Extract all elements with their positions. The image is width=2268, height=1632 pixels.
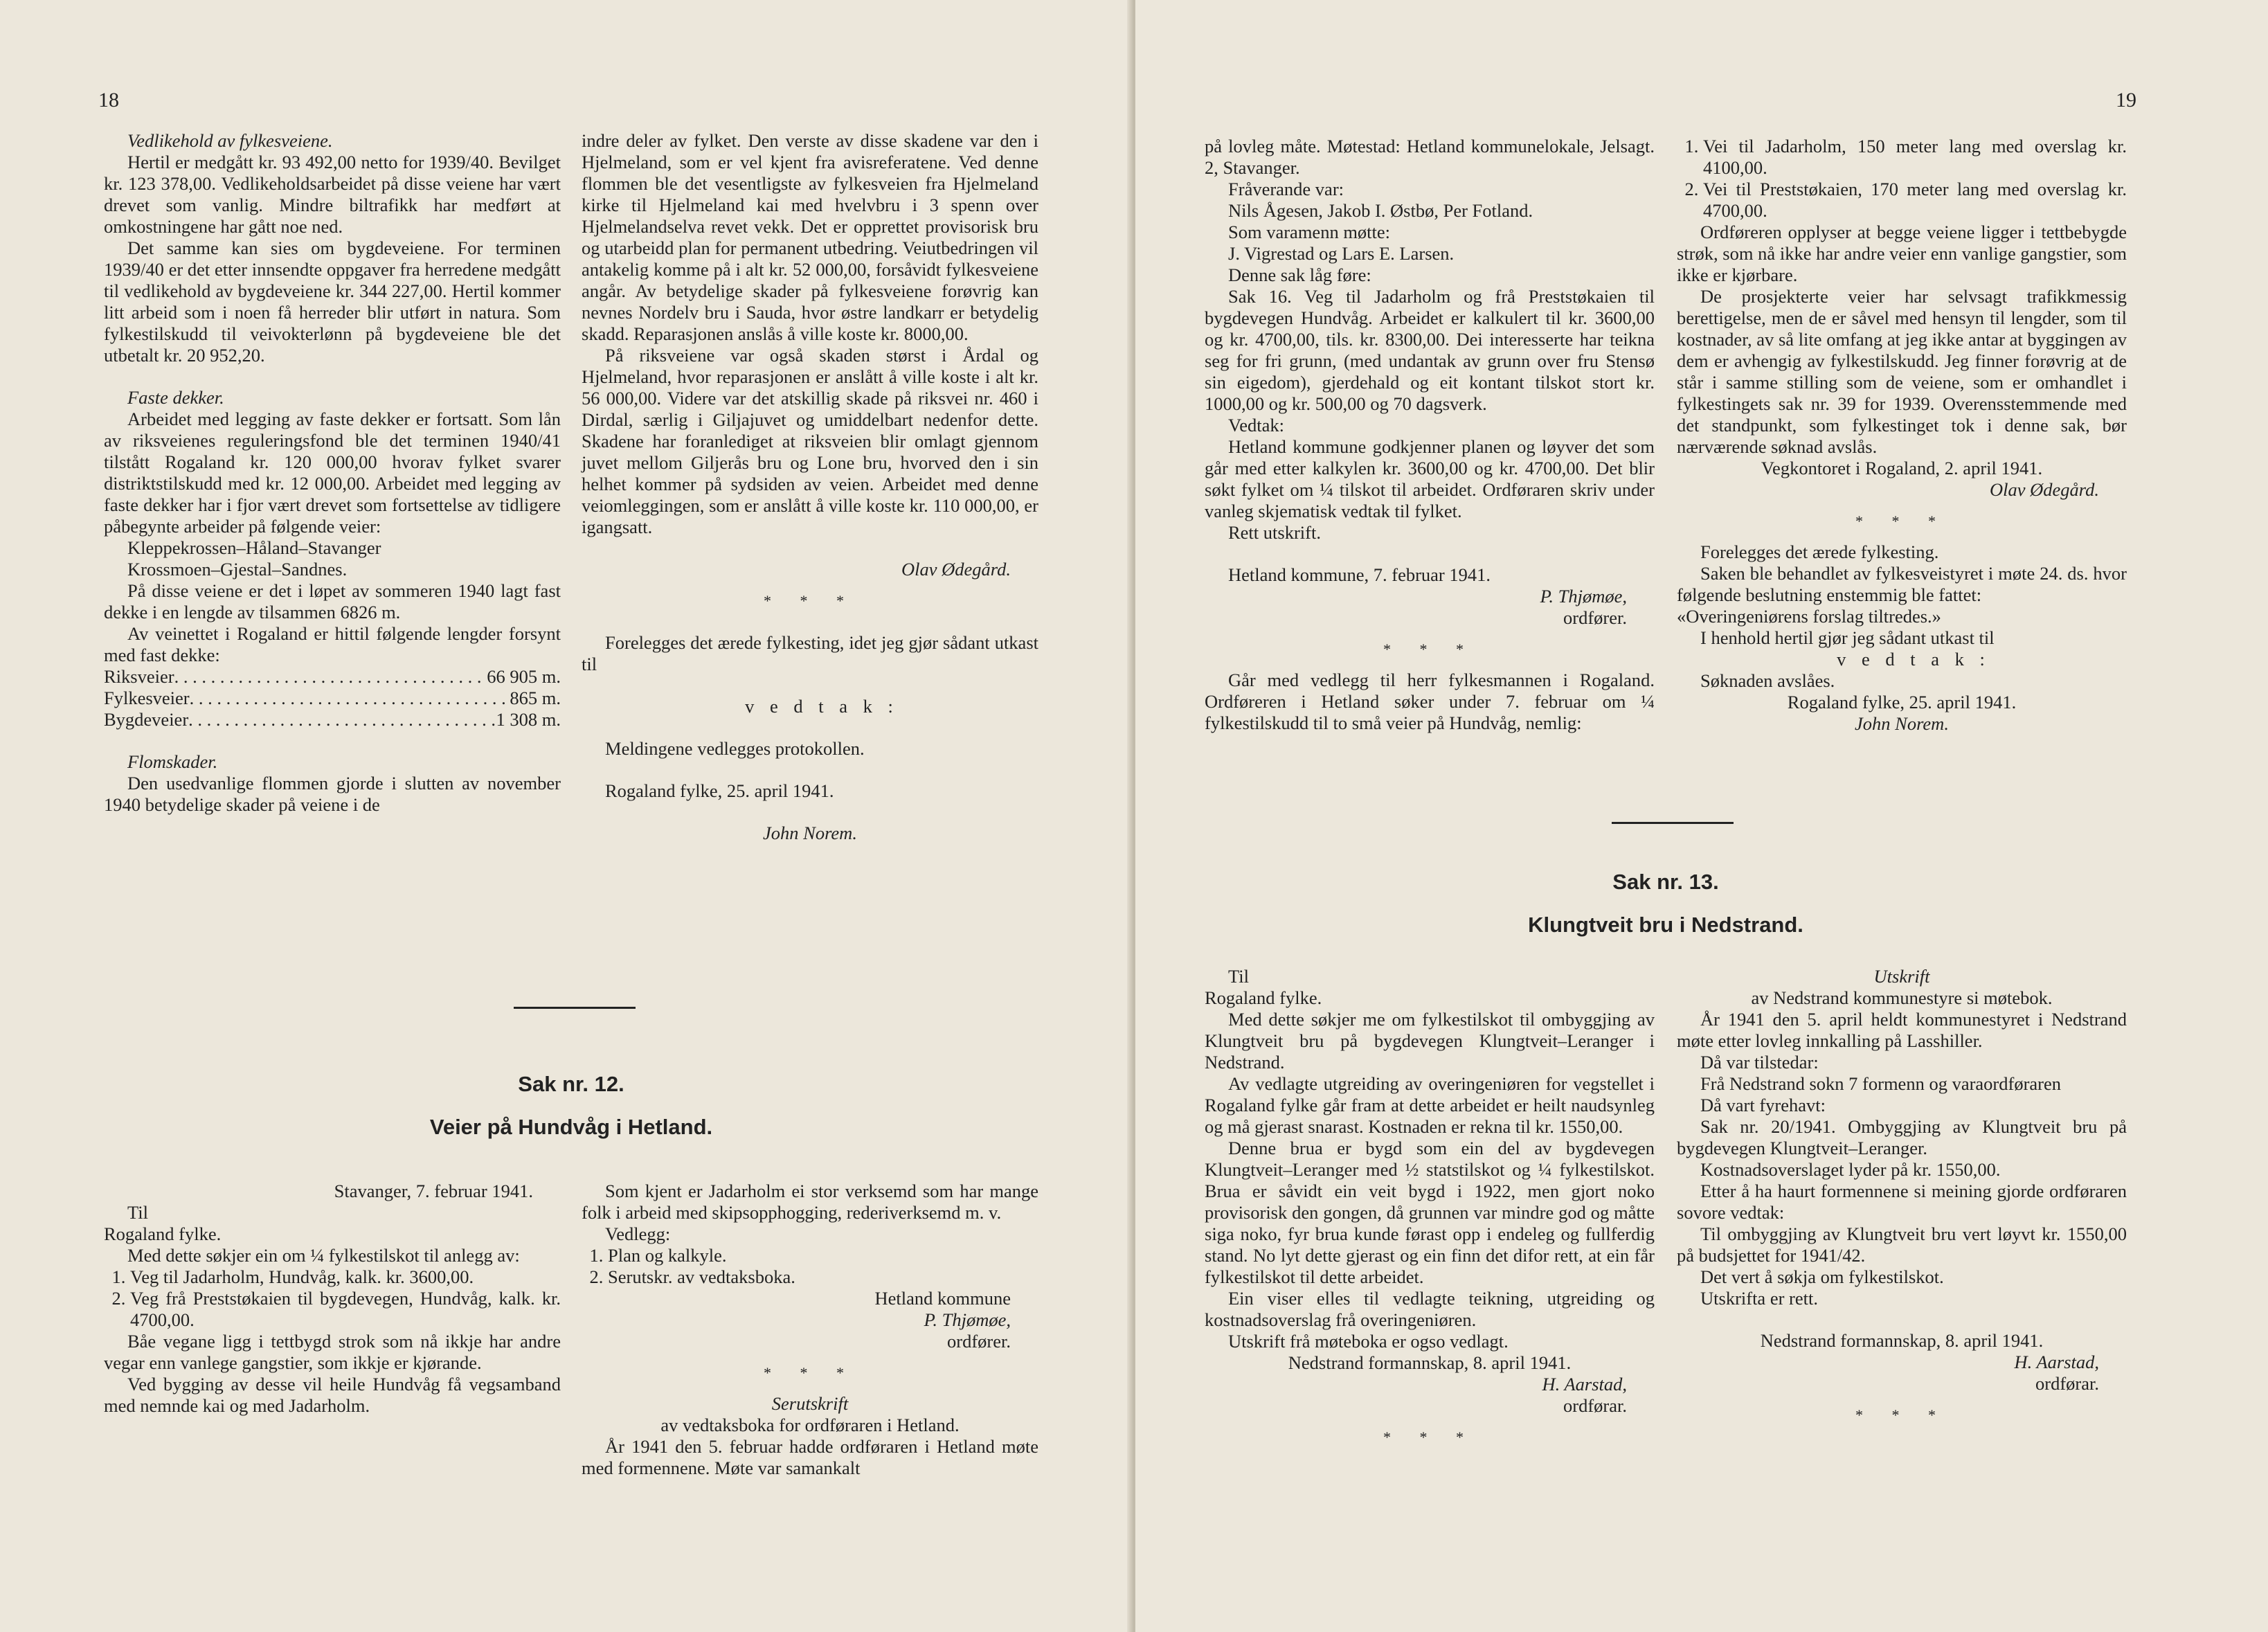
date-line: Nedstrand formannskap, 8. april 1941. [1288,1352,1572,1373]
paragraph: Denne brua er bygd som ein del av bygdevegen Klungtveit–Leranger med ½ statstilskot og ¼ fylkestilskot. Brua er såvidt ein veit bygd i 1922, men gjort noko provisorisk den gongen, då grunnen var mindre god og måtte siga noko, fyr brua kunde førast opp i endeleg og fullferdig stand. No lyt dette gjerast og ein finn det difor rett, at ein får fylkestilskot til dette arbeidet. [1205,1138,1655,1287]
paragraph: Då var tilstedar: [1700,1052,1819,1073]
paragraph: «Overingeniørens forslag tiltredes.» [1677,606,1941,627]
paragraph: Forelegges det ærede fylkesting, idet jeg gjør sådant utkast til [582,632,1038,674]
paragraph: Hertil er medgått kr. 93 492,00 netto for 1939/40. Bevilget kr. 123 378,00. Vedlikeholdsarbeidet på disse veiene har vært drevet som vanlig. Mindre biltrafikk har medført at omkostningene har gått noe ned. [104,152,561,237]
right-column-3 [1205,966,1655,1458]
separator-stars: * * * [764,592,856,609]
right-column-1 [1205,136,1655,734]
road-line: Kleppekrossen–Håland–Stavanger [127,537,381,558]
signature: ordfører. [947,1331,1011,1352]
date-line: Vegkontoret i Rogaland, 2. april 1941. [1761,458,2043,478]
signature: Olav Ødegård. [901,559,1011,580]
place-date: Stavanger, 7. februar 1941. [334,1181,533,1201]
list-item: 1. Plan og kalkyle. [608,1245,1038,1266]
section-heading: Flomskader. [127,751,218,772]
vedtak-heading: v e d t a k : [745,696,899,717]
subheading: av vedtaksboka for ordføraren i Hetland. [660,1415,960,1435]
paragraph: Då vart fyrehavt: [1700,1095,1826,1115]
road-list [104,1266,561,1331]
paragraph: Med dette søkjer ein om ¼ fylkestilskot til anlegg av: [127,1245,520,1266]
paragraph: På disse veiene er det i løpet av sommeren 1940 lagt fast dekke i en lengde av tilsammen 6826 m. [104,580,561,622]
road-list [1677,136,2127,222]
signature: Olav Ødegård. [1990,479,2099,500]
paragraph: De prosjekterte veier har selvsagt trafikkmessig berettigelse, men de er såvel med hensyn til lengder, som til kostnader, av så lite omfang at jeg ikke antar at byggingen av dem er avhengig av fylkestilskudd. Jeg finner forøvrig at de står i samme stilling som de veiene, som er omhandlet i fylkestingets sak nr. 39 for 1939. Overensstemmende med det standpunkt, som fylkestinget tok i denne sak, bør nærværende søknad avslås. [1677,286,2127,457]
right-column-2 [1677,136,2127,735]
separator-stars: * * * [1855,1406,1948,1424]
paragraph: Utskrift frå møteboka er ogso vedlagt. [1228,1331,1509,1352]
attachment-list [582,1245,1038,1288]
left-column-1 [104,130,561,816]
road-line: Krossmoen–Gjestal–Sandnes. [127,559,348,580]
paragraph: Går med vedlegg til herr fylkesmannen i Rogaland. Ordføreren i Hetland søker under 7. februar om ¼ fylkestilskudd til to små veier på Hundvåg, nemlig: [1205,670,1655,733]
road-length-row: Riksveier . . . 66 905 m. [104,666,561,688]
list-item: 2. Serutskr. av vedtaksboka. [608,1266,1038,1288]
paragraph: på lovleg måte. Møtestad: Hetland kommunelokale, Jelsagt. 2, Stavanger. [1205,136,1655,178]
paragraph: Saken ble behandlet av fylkesveistyret i møte 24. ds. hvor følgende beslutning enstemmig ble fattet: [1677,563,2127,605]
paragraph: Til ombyggjing av Klungtveit bru vert løyvt kr. 1550,00 på budsjettet for 1941/42. [1677,1223,2127,1266]
paragraph: Ordføreren opplyser at begge veiene ligger i tettbebygde strøk, som nå ikke har andre veier enn vanlige gangstier, som ikke er kjørbare. [1677,222,2127,285]
paragraph: Det vert å søkja om fylkestilskot. [1700,1266,1944,1287]
left-column-3 [104,1181,561,1417]
paragraph: Arbeidet med legging av faste dekker er fortsatt. Som lån av riksveienes reguleringsfond ble det terminen 1940/41 tilstått Rogaland kr. 120 000,00 hvorav fylket svarer distriktstilskudd med kr. 12 000,00. Arbeidet med legging av faste dekker har i fjor vært drevet som fortsettelse av tidligere påbegynte arbeider på følgende veier: [104,409,561,537]
signature: ordførar. [2035,1373,2099,1394]
paragraph: indre deler av fylket. Den verste av disse skadene var den i Hjelmeland, som er vel kjent fra avisreferatene. Ved denne flommen ble det vesentligste av fylkesveien fra Hjelmeland kirke til Hjelmeland kai med hvelvbru i 3 spenn over Hjelmelandselva revet vekk. Det er opprettet provisorisk bru og utarbeidd plan for permanent utbedring. Veiutbedringen vil antakelig komme på i alt kr. 52 000,00, forsåvidt fylkesveiene angår. Av betydelige skader på fylkesveiene forøvrig kan nevnes Nordelv bru i Sauda, hvor østre landkarr er betydelig skadd. Reparasjonen anslås å ville koste kr. 8000,00. [582,130,1038,344]
section-heading: Faste dekker. [127,387,224,408]
paragraph: Av veinettet i Rogaland er hittil følgende lengder forsynt med fast dekke: [104,623,561,665]
signature: ordførar. [1563,1395,1627,1416]
section-heading: Vedlikehold av fylkesveiene. [127,130,333,151]
attachments-heading: Vedlegg: [605,1223,671,1244]
separator-stars: * * * [1855,512,1948,530]
right-column-4 [1677,966,2127,1435]
recipient: Til [127,1202,148,1223]
paragraph: Med dette søkjer me om fylkestilskot til ombyggjing av Klungtveit bru på bygdevegen Klungtveit–Leranger i Nedstrand. [1205,1009,1655,1073]
case-title: Sak nr. 12. [518,1072,624,1096]
paragraph: På riksveiene var også skaden størst i Årdal og Hjelmeland, hvor reparasjonen er anslått å ville koste i alt kr. 56 000,00. Videre var det atskillig skade på riksvei nr. 460 i Dirdal, særlig i Giljajuvet og umiddelbart nedenfor dette. Skadene har foranlediget at riksveien blir omlagt gjennom juvet mellom Giljerås bru og Lone bru, hvorved den i sin helhet kommer på sydsiden av veien. Arbeidet med denne veiomleggingen, som er anslått å ville koste kr. 110 000,00, er igangsatt. [582,345,1038,537]
list-item: 1. Vei til Jadarholm, 150 meter lang med overslag kr. 4100,00. [1703,136,2127,179]
separator-stars: * * * [764,1364,856,1381]
left-column-2 [582,130,1038,844]
road-length-row: Bygdeveier . . . 1 308 m. [104,709,561,730]
recipient: Til [1228,966,1249,987]
section-rule [1612,822,1734,824]
paragraph: Som varamenn møtte: [1228,222,1391,242]
paragraph: Rett utskrift. [1228,522,1321,543]
subheading: av Nedstrand kommunestyre si møtebok. [1751,987,2053,1008]
signature: John Norem. [763,823,857,843]
date-line: Rogaland fylke, 25. april 1941. [1787,692,2017,712]
paragraph: År 1941 den 5. februar hadde ordføraren i Hetland møte med formennene. Møte var samankalt [582,1436,1038,1478]
date-line: Rogaland fylke, 25. april 1941. [605,780,834,801]
case-subtitle: Klungtveit bru i Nedstrand. [1528,913,1803,937]
paragraph: Ein viser elles til vedlagte teikning, utgreiding og kostnadsoverslag frå overingeniøren. [1205,1288,1655,1330]
signature: P. Thjømøe, [924,1309,1011,1330]
vedtak-heading: v e d t a k : [1837,649,1990,670]
paragraph: Av vedlagte utgreiding av overingeniøren for vegstellet i Rogaland fylke går fram at dette arbeidet er heilt naudsynleg og må gjerast snarast. Kostnaden er rekna til kr. 1550,00. [1205,1073,1655,1137]
paragraph: Etter å ha haurt formennene si meining gjorde ordføraren sovore vedtak: [1677,1181,2127,1223]
paragraph: Sak 16. Veg til Jadarholm og frå Preststøkaien til bygdevegen Hundvåg. Arbeidet er kalkulert til kr. 3600,00 og kr. 4700,00, tils. kr. 8300,00. Dei interesserte har teikna seg for fri grunn, (med undantak av grunn over fru Stensø sin eigedom), gjerdehald og eit kontant tilskot stort kr. 1000,00 og kr. 500,00 og 70 dagsverk. [1205,286,1655,414]
signature: P. Thjømøe, [1540,586,1627,607]
paragraph: Det samme kan sies om bygdeveiene. For terminen 1939/40 er det etter innsendte oppgaver fra herredene medgått til vedlikehold av bygdeveiene kr. 344 227,00. Hertil kommer litt arbeid som i noen få herreder blir utført in natura. Som fylkestilskudd til veivokterlønn på bygdeveiene ble det utbetalt kr. 20 952,20. [104,237,561,366]
date-line: Nedstrand formannskap, 8. april 1941. [1760,1330,2044,1351]
paragraph: Utskrifta er rett. [1700,1288,1818,1309]
right-page [1135,0,2268,1632]
section-heading: Utskrift [1873,966,1930,987]
paragraph: Søknaden avslåes. [1700,670,1835,691]
signature: ordfører. [1563,607,1627,628]
left-column-4 [582,1181,1038,1479]
paragraph: Den usedvanlige flommen gjorde i slutten av november 1940 betydelige skader på veiene i de [104,773,561,815]
separator-stars: * * * [1383,640,1476,658]
paragraph: Forelegges det ærede fylkesting. [1700,541,1939,562]
recipient: Rogaland fylke. [104,1223,222,1244]
paragraph: Denne sak låg føre: [1228,264,1371,285]
paragraph: Kostnadsoverslaget lyder på kr. 1550,00. [1700,1159,2001,1180]
signature: Hetland kommune [874,1288,1011,1309]
page-number: 19 [2116,89,2136,111]
separator-stars: * * * [1383,1428,1476,1446]
paragraph: Vedtak: [1228,415,1284,436]
left-page [0,0,1133,1632]
list-item: 2. Veg frå Preststøkaien til bygdevegen, Hundvåg, kalk. kr. 4700,00. [130,1288,561,1331]
signature: John Norem. [1855,713,1949,734]
paragraph: År 1941 den 5. april heldt kommunestyret i Nedstrand møte etter lovleg innkalling på Lasshiller. [1677,1009,2127,1051]
paragraph: Fråverande var: [1228,179,1344,199]
paragraph: Meldingene vedlegges protokollen. [605,738,865,759]
paragraph: Frå Nedstrand sokn 7 formenn og varaordføraren [1700,1073,2061,1094]
list-item: 2. Vei til Preststøkaien, 170 meter lang med overslag kr. 4700,00. [1703,179,2127,222]
paragraph: Sak nr. 20/1941. Ombyggjing av Klungtveit bru på bygdevegen Klungtveit–Leranger. [1677,1116,2127,1158]
case-title: Sak nr. 13. [1612,870,1719,894]
recipient: Rogaland fylke. [1205,987,1322,1008]
paragraph: I henhold hertil gjør jeg sådant utkast til [1700,627,1995,648]
paragraph: J. Vigrestad og Lars E. Larsen. [1228,243,1455,264]
page-number: 18 [98,89,119,111]
section-heading: Serutskrift [771,1393,849,1414]
paragraph: Ved bygging av desse vil heile Hundvåg få vegsamband med nemnde kai og med Jadarholm. [104,1374,561,1416]
signature: H. Aarstad, [2014,1352,2099,1372]
paragraph: Båe vegane ligg i tettbygd strok som nå ikkje har andre vegar enn vanlege gangstier, som ikkje er kjørande. [104,1331,561,1373]
section-rule [514,1007,636,1009]
list-item: 1. Veg til Jadarholm, Hundvåg, kalk. kr. 3600,00. [130,1266,561,1288]
paragraph: Som kjent er Jadarholm ei stor verksemd som har mange folk i arbeid med skipsopphogging, rederiverksemd m. v. [582,1181,1038,1223]
signature: H. Aarstad, [1542,1374,1627,1395]
road-length-row: Fylkesveier . . . 865 m. [104,688,561,709]
date-line: Hetland kommune, 7. februar 1941. [1228,564,1491,585]
case-subtitle: Veier på Hundvåg i Hetland. [429,1115,713,1139]
paragraph: Nils Ågesen, Jakob I. Østbø, Per Fotland. [1228,200,1533,221]
paragraph: Hetland kommune godkjenner planen og løyver det som går med etter kalkylen kr. 3600,00 og kr. 4700,00. Det blir søkt fylket om ¼ tilskot til arbeidet. Ordføraren skriv under vanleg skjematisk vedtak til fylket. [1205,436,1655,521]
